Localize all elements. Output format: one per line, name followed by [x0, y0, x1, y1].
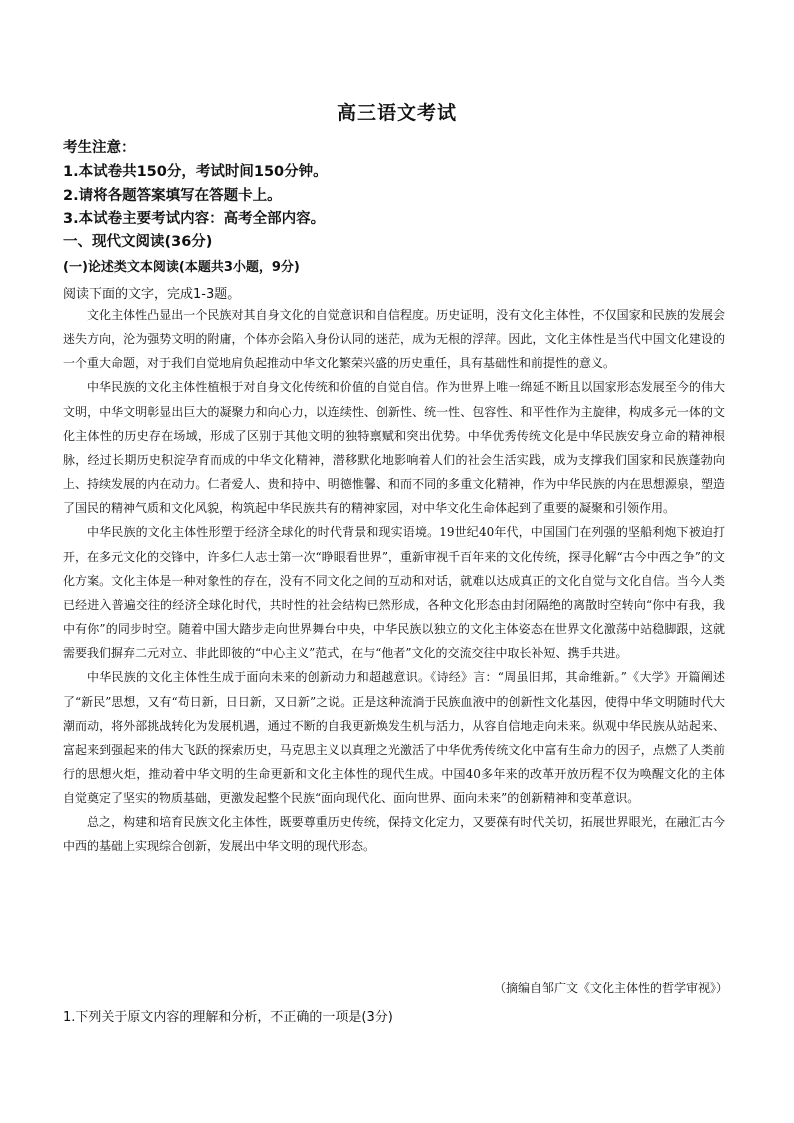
question-stem: 1.下列关于原文内容的理解和分析，不正确的一项是(3分) — [63, 1010, 393, 1025]
article-body — [63, 303, 725, 859]
section-subheading: (一)论述类文本阅读(本题共3小题，9分) — [63, 260, 300, 275]
notice-item: 2.请将各题答案填写在答题卡上。 — [63, 188, 282, 204]
article-paragraph: 文化主体性凸显出一个民族对其自身文化的自觉意识和自信程度。历史证明，没有文化主体性，不仅国家和民族的发展会迷失方向，沦为强势文明的附庸，个体亦会陷入身份认同的迷茫，成为无根的浮萍。因此，文化主体性是当代中国文化建设的一个重大命题，对于我们自觉地肩负起推动中华文化繁荣兴盛的历史重任，具有基础性和前提性的意义。 — [63, 308, 725, 371]
article-paragraph: 中华民族的文化主体性形塑于经济全球化的时代背景和现实语境。19世纪40年代，中国国门在列强的坚船利炮下被迫打开，在多元文化的交锋中，许多仁人志士第一次“睁眼看世界”，重新审视千百年来的文化传统，探寻化解“古今中西之争”的文化方案。文化主体是一种对象性的存在，没有不同文化之间的互动和对话，就难以达成真正的文化自觉与文化自信。当今人类已经进入普遍交往的经济全球化时代，共时性的社会结构已然形成，各种文化形态由封闭隔绝的离散时空转向“你中有我，我中有你”的同步时空。随着中国大踏步走向世界舞台中央，中华民族以独立的文化主体姿态在世界文化激荡中站稳脚跟，这就需要我们摒弃二元对立、非此即彼的“中心主义”范式，在与“他者”文化的交流交往中取长补短、携手共进。 — [63, 525, 725, 661]
article-source: （摘编自邹广文《文化主体性的哲学审视》） — [493, 981, 728, 995]
notice-item: 3.本试卷主要考试内容：高考全部内容。 — [63, 211, 326, 227]
notice-item: 1.本试卷共150分，考试时间150分钟。 — [63, 164, 328, 180]
article-paragraph: 中华民族的文化主体性植根于对自身文化传统和价值的自觉自信。作为世界上唯一绵延不断且以国家形态发展至今的伟大文明，中华文明彰显出巨大的凝聚力和向心力，以连续性、创新性、统一性、包容性、和平性作为主旋律，构成多元一体的文化主体性的历史存在场域，形成了区别于其他文明的独特禀赋和突出优势。中华优秀传统文化是中华民族安身立命的精神根脉，经过长期历史积淀孕育而成的中华文化精神，潜移默化地影响着人们的社会生活实践，成为支撑我们国家和民族蓬勃向上、持续发展的内在动力。仁者爱人、贵和持中、明德惟馨、和而不同的多重文化精神，作为中华民族的内在思想源泉，塑造了国民的精神气质和文化风貌，构筑起中华民族共有的精神家园，对中华文化生命体起到了重要的凝聚和引领作用。 — [63, 380, 725, 516]
article-paragraph: 总之，构建和培育民族文化主体性，既要尊重历史传统，保持文化定力，又要葆有时代关切，拓展世界眼光，在融汇古今中西的基础上实现综合创新，发展出中华文明的现代形态。 — [63, 815, 725, 854]
section-heading: 一、现代文阅读(36分) — [63, 234, 213, 250]
notice-heading: 考生注意： — [63, 140, 136, 156]
exam-title: 高三语文考试 — [336, 102, 457, 124]
article-paragraph: 中华民族的文化主体性生成于面向未来的创新动力和超越意识。《诗经》言：“周虽旧邦，其命维新。”《大学》开篇阐述了“新民”思想，又有“苟日新，日日新，又日新”之说。正是这种流淌于民族血液中的创新性文化基因，使得中华文明随时代大潮而动，将外部挑战转化为发展机遇，通过不断的自我更新焕发生机与活力，从容自信地走向未来。纵观中华民族从站起来、富起来到强起来的伟大飞跃的探索历史，马克思主义以真理之光激活了中华优秀传统文化中富有生命力的因子，点燃了人类前行的思想火炬，推动着中华文明的生命更新和文化主体性的现代生成。中国40多年来的改革开放历程不仅为唤醒文化的主体自觉奠定了坚实的物质基础，更激发起整个民族“面向现代化、面向世界、面向未来”的创新精神和变革意识。 — [63, 670, 725, 806]
reading-instruction: 阅读下面的文字，完成1-3题。 — [63, 287, 241, 302]
